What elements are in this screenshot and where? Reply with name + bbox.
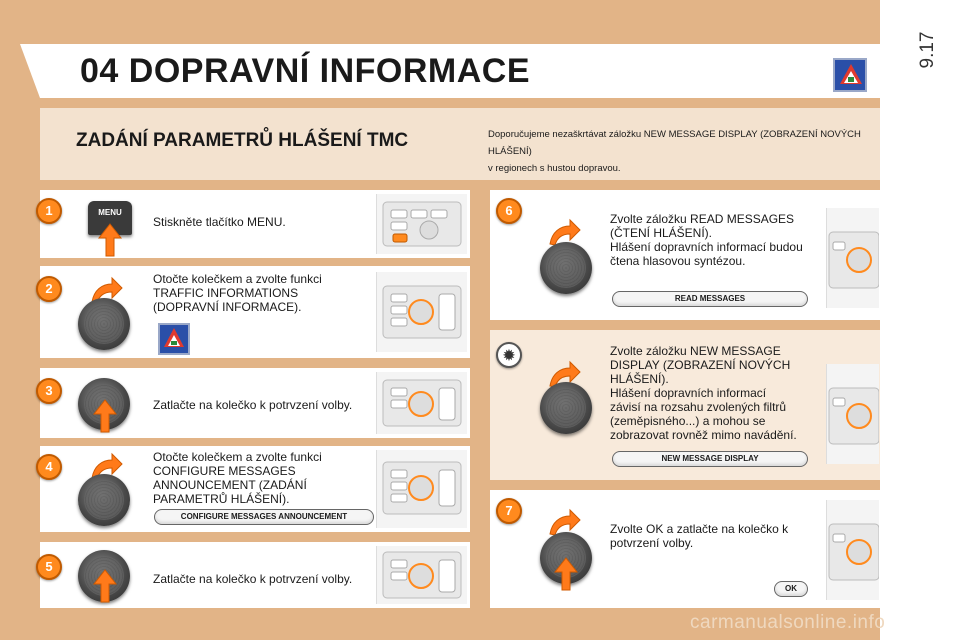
text-line: PARAMETRŮ HLÁŠENÍ). xyxy=(153,492,290,506)
text-line: HLÁŠENÍ). xyxy=(610,372,669,386)
note-line: Doporučujeme nezaškrtávat záložku NEW MESSAGE DISPLAY (ZOBRAZENÍ NOVÝCH HLÁŠENÍ) xyxy=(488,129,861,157)
menu-option-pill: CONFIGURE MESSAGES ANNOUNCEMENT xyxy=(154,509,374,525)
watermark: carmanualsonline.info xyxy=(690,612,886,633)
step-number-badge: 6 xyxy=(496,198,522,224)
text-line: DISPLAY (ZOBRAZENÍ NOVÝCH xyxy=(610,358,791,372)
radio-panel-icon xyxy=(377,194,467,254)
press-arrow-icon xyxy=(95,222,125,258)
traffic-info-icon xyxy=(158,323,190,355)
press-arrow-icon xyxy=(90,568,120,604)
control-knob-icon xyxy=(78,474,130,526)
press-arrow-icon xyxy=(551,556,581,592)
chapter-title: 04 DOPRAVNÍ INFORMACE xyxy=(80,52,531,90)
text-line: Otočte kolečkem a zvolte funkci xyxy=(153,272,322,286)
note-line: v regionech s hustou dopravou. xyxy=(488,163,621,174)
step-text xyxy=(610,344,797,442)
menu-button-icon: MENU xyxy=(88,201,132,235)
page-margin xyxy=(880,0,960,640)
text-line: čtena hlasovou syntézou. xyxy=(610,254,746,268)
step-text xyxy=(610,212,803,268)
control-knob-icon xyxy=(540,242,592,294)
radio-panel-icon xyxy=(827,500,879,600)
traffic-info-icon xyxy=(833,58,867,92)
section-note xyxy=(488,126,868,177)
text-line: (DOPRAVNÍ INFORMACE). xyxy=(153,300,302,314)
radio-panel-icon xyxy=(827,364,879,464)
radio-panel-image xyxy=(376,372,467,434)
control-knob-icon xyxy=(540,382,592,434)
text-line: Hlášení dopravních informací budou xyxy=(610,240,803,254)
text-line: Zvolte záložku READ MESSAGES xyxy=(610,212,795,226)
text-line: (zeměpisného...) a mohou se xyxy=(610,414,766,428)
page-number: 9.17 xyxy=(917,31,938,69)
text-line: ANNOUNCEMENT (ZADÁNÍ xyxy=(153,478,307,492)
text-line: Otočte kolečkem a zvolte funkci xyxy=(153,450,322,464)
radio-panel-icon xyxy=(377,450,467,528)
menu-option-pill: READ MESSAGES xyxy=(612,291,808,307)
radio-panel-image xyxy=(826,208,879,308)
text-line: potvrzení volby. xyxy=(610,536,694,550)
step-text: Zatlačte na kolečko k potrvzení volby. xyxy=(153,572,353,586)
text-line: Hlášení dopravních informací xyxy=(610,386,767,400)
radio-panel-icon xyxy=(377,272,467,352)
radio-panel-image xyxy=(376,194,467,254)
radio-panel-image xyxy=(376,546,467,604)
step-number-badge: 5 xyxy=(36,554,62,580)
text-line: Zvolte záložku NEW MESSAGE xyxy=(610,344,781,358)
text-line: Zvolte OK a zatlačte na kolečko k xyxy=(610,522,789,536)
lightbulb-icon: ✹ xyxy=(496,342,522,368)
step-number-badge: 1 xyxy=(36,198,62,224)
text-line: CONFIGURE MESSAGES xyxy=(153,464,296,478)
radio-panel-icon xyxy=(377,546,467,604)
step-text: Zatlačte na kolečko k potrvzení volby. xyxy=(153,398,353,412)
menu-option-pill: NEW MESSAGE DISPLAY xyxy=(612,451,808,467)
control-knob-icon xyxy=(78,298,130,350)
radio-panel-image xyxy=(376,450,467,528)
step-text xyxy=(610,522,788,550)
radio-panel-image xyxy=(826,364,879,464)
step-number-badge: 3 xyxy=(36,378,62,404)
step-text xyxy=(153,450,322,506)
text-line: TRAFFIC INFORMATIONS xyxy=(153,286,299,300)
step-text: Stiskněte tlačítko MENU. xyxy=(153,215,286,229)
section-heading: ZADÁNÍ PARAMETRŮ HLÁŠENÍ TMC xyxy=(76,130,409,151)
step-number-badge: 2 xyxy=(36,276,62,302)
step-number-badge: 7 xyxy=(496,498,522,524)
press-arrow-icon xyxy=(90,398,120,434)
text-line: (ČTENÍ HLÁŠENÍ). xyxy=(610,226,713,240)
step-text xyxy=(153,272,322,314)
radio-panel-image xyxy=(376,272,467,352)
radio-panel-icon xyxy=(377,372,467,434)
step-number-badge: 4 xyxy=(36,454,62,480)
menu-option-pill: OK xyxy=(774,581,808,597)
text-line: závisí na rozsahu zvolených filtrů xyxy=(610,400,787,414)
text-line: zobrazovat rovněž mimo navádění. xyxy=(610,428,797,442)
radio-panel-icon xyxy=(827,208,879,308)
radio-panel-image xyxy=(826,500,879,600)
